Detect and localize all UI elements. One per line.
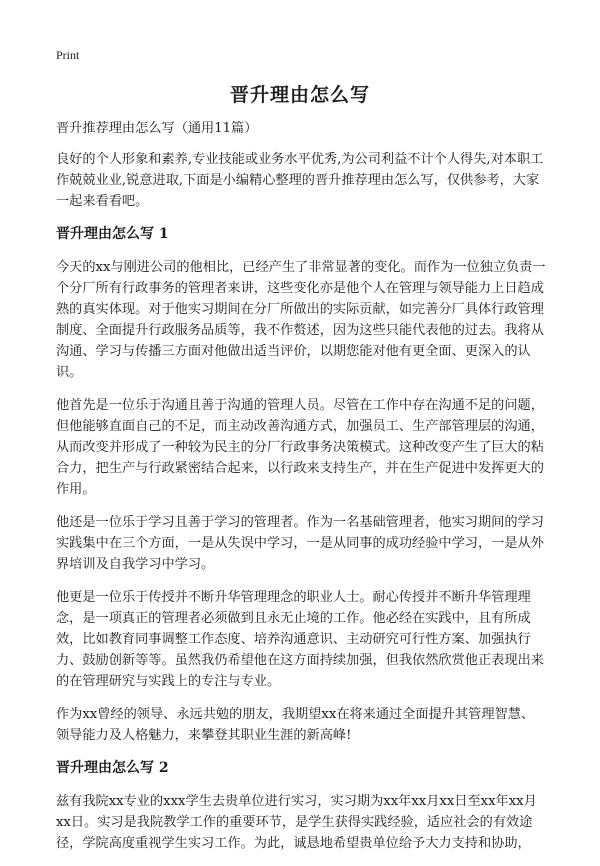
section-heading-2: 晋升理由怎么写 2 (56, 760, 169, 776)
intro-paragraph: 良好的个人形象和素养,专业技能或业务水平优秀,为公司利益不计个人得失,对本职工作兢兢业业,锐意进取,下面是小编精心整理的晋升推荐理由怎么写，仅供参考，大家一起来看看吧。 (56, 152, 544, 209)
section1-paragraph: 作为xx曾经的领导、永远共勉的朋友，我期望xx在将来通过全面提升其管理智慧、领导能力及人格魅力，来攀登其职业生涯的新高峰! (56, 707, 535, 743)
section1-paragraph: 他首先是一位乐于沟通且善于沟通的管理人员。尽管在工作中存在沟通不足的问题，但他能够直面自己的不足，而主动改善沟通方式，加强员工、生产部管理层的沟通，从而改变并形成了一种较为民主的分厂行政事务决策模式。这种改变产生了巨大的粘合力，把生产与行政紧密结合起来，以行政来支持生产，并在生产促进中发挥更大的作用。 (56, 398, 544, 497)
document-subtitle: 晋升推荐理由怎么写（通用11篇） (56, 121, 258, 136)
section1-paragraph: 他更是一位乐于传授并不断升华管理理念的职业人士。耐心传授并不断升华管理理念，是一项真正的管理者必须做到且永无止境的工作。他必经在实践中，且有所成效，比如教育同事调整工作态度、培养沟通意识、主动研究可行性方案、加强执行力、鼓励创新等等。虽然我仍希望他在这方面持续加强，但我依然欣赏他正表现出来的在管理研究与实践上的专注与专业。 (56, 590, 544, 689)
section-heading-1: 晋升理由怎么写 1 (56, 226, 169, 242)
section1-paragraph: 今天的xx与刚进公司的他相比，已经产生了非常显著的变化。而作为一位独立负责一个分厂所有行政事务的管理者来讲，这些变化亦是他个人在管理与领导能力上日趋成熟的真实体现。对于他实习期间在分厂所做出的实际贡献，如完善分厂具体行政管理制度、全面提升行政服务品质等，我不作赘述，因为这些只能代表他的过去。我将从沟通、学习与传播三方面对他做出适当评价，以期您能对他有更全面、更深入的认识。 (56, 260, 546, 380)
page-title: 晋升理由怎么写 (229, 84, 370, 106)
document-body (56, 118, 546, 866)
section2-paragraph: 兹有我院xx专业的xxx学生去贵单位进行实习，实习期为xx年xx月xx日至xx年xx月xx日。实习是我院教学工作的重要环节，是学生获得实践经验，适应社会的有效途径，学院高度重视学生实习工作。为此，诚恳地希望贵单位给予大力支持和协助， (56, 794, 537, 851)
section1-paragraph: 他还是一位乐于学习且善于学习的管理者。作为一名基础管理者，他实习期间的学习实践集中在三个方面，一是从失误中学习，一是从同事的成功经验中学习，一是从外界培训及自我学习中学习。 (56, 515, 544, 572)
print-link[interactable]: Print (56, 48, 80, 62)
